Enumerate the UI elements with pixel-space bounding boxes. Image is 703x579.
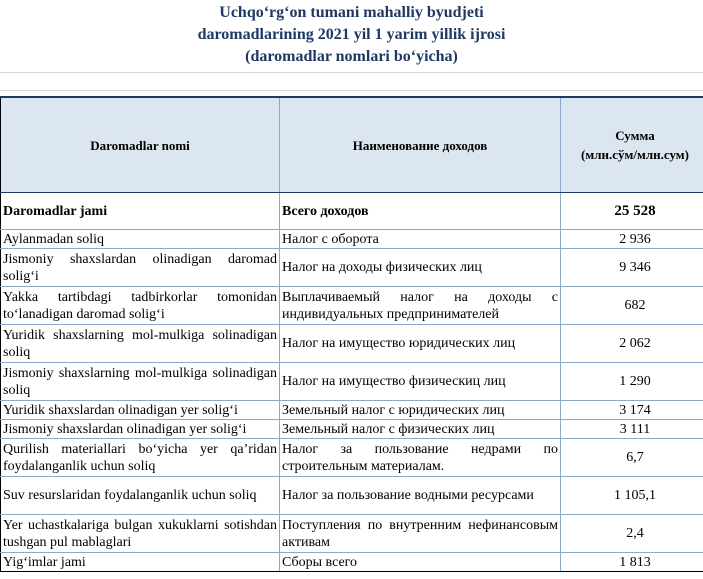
row-amount: 682	[561, 287, 703, 325]
table-row	[1, 477, 703, 515]
table-header-row	[1, 97, 703, 193]
header-amount	[561, 97, 703, 193]
row-name-uz: Jismoniy shaxslardan olinadigan yer solig‘i	[1, 420, 280, 439]
row-amount: 1 813	[561, 553, 703, 572]
row-name-ru: Налог за пользование недрами по строительным материалам.	[280, 439, 561, 477]
sheet-gridline	[0, 72, 703, 73]
row-name-uz: Aylanmadan soliq	[1, 230, 280, 249]
title-line-3: (daromadlar nomlari bo‘yicha)	[245, 48, 458, 65]
row-amount: 2,4	[561, 515, 703, 553]
row-name-ru: Земельный налог с юридических лиц	[280, 401, 561, 420]
table-row	[1, 401, 703, 420]
header-name-uz: Daromadlar nomi	[1, 97, 280, 193]
row-name-ru: Поступления по внутренним нефинансовым активам	[280, 515, 561, 553]
total-amount: 25 528	[561, 193, 703, 230]
row-name-uz: Yig‘imlar jami	[1, 553, 280, 572]
row-name-ru: Выплачиваемый налог на доходы с индивидуальных предпринимателей	[280, 287, 561, 325]
row-name-uz: Yuridik shaxslarning mol-mulkiga solinadigan soliq	[1, 325, 280, 363]
header-amount-label: Сумма	[615, 128, 655, 143]
row-amount: 3 174	[561, 401, 703, 420]
row-amount: 9 346	[561, 249, 703, 287]
row-amount: 1 290	[561, 363, 703, 401]
row-amount: 6,7	[561, 439, 703, 477]
row-name-uz: Yakka tartibdagi tadbirkorlar tomonidan to‘lanadigan daromad solig‘i	[1, 287, 280, 325]
row-name-ru: Налог на имущество юридических лиц	[280, 325, 561, 363]
header-name-ru: Наименование доходов	[280, 97, 561, 193]
table-row	[1, 553, 703, 572]
sheet-gridline	[0, 90, 703, 91]
table-row	[1, 420, 703, 439]
row-amount: 2 062	[561, 325, 703, 363]
row-name-ru: Налог на имущество физическиц лиц	[280, 363, 561, 401]
row-name-uz: Suv resurslaridan foydalanganlik uchun soliq	[1, 477, 280, 515]
total-name-uz: Daromadlar jami	[1, 193, 280, 230]
header-amount-units: (млн.сўм/млн.сум)	[581, 147, 689, 162]
table-row	[1, 230, 703, 249]
document-title	[0, 2, 703, 68]
row-name-uz: Jismoniy shaxslardan olinadigan daromad solig‘i	[1, 249, 280, 287]
title-line-1: Uchqo‘rg‘on tumani mahalliy byudjeti	[219, 4, 484, 21]
row-name-ru: Сборы всего	[280, 553, 561, 572]
row-amount: 2 936	[561, 230, 703, 249]
table-row	[1, 325, 703, 363]
table-row	[1, 249, 703, 287]
revenue-table	[0, 96, 703, 572]
row-amount: 1 105,1	[561, 477, 703, 515]
table-row	[1, 515, 703, 553]
title-line-2: daromadlarining 2021 yil 1 yarim yillik ijrosi	[197, 26, 506, 43]
row-name-ru: Земельный налог с физических лиц	[280, 420, 561, 439]
table-row	[1, 439, 703, 477]
total-row	[1, 193, 703, 230]
table-row	[1, 363, 703, 401]
row-name-uz: Yer uchastkalariga bulgan xukuklarni sotishdan tushgan pul mablaglari	[1, 515, 280, 553]
total-name-ru: Всего доходов	[280, 193, 561, 230]
row-amount: 3 111	[561, 420, 703, 439]
table-row	[1, 287, 703, 325]
row-name-uz: Yuridik shaxslardan olinadigan yer solig‘i	[1, 401, 280, 420]
row-name-ru: Налог на доходы физических лиц	[280, 249, 561, 287]
row-name-uz: Qurilish materiallari bo‘yicha yer qa’ridan foydalanganlik uchun soliq	[1, 439, 280, 477]
row-name-ru: Налог за пользование водными ресурсами	[280, 477, 561, 515]
row-name-ru: Налог с оборота	[280, 230, 561, 249]
row-name-uz: Jismoniy shaxslarning mol-mulkiga solinadigan soliq	[1, 363, 280, 401]
